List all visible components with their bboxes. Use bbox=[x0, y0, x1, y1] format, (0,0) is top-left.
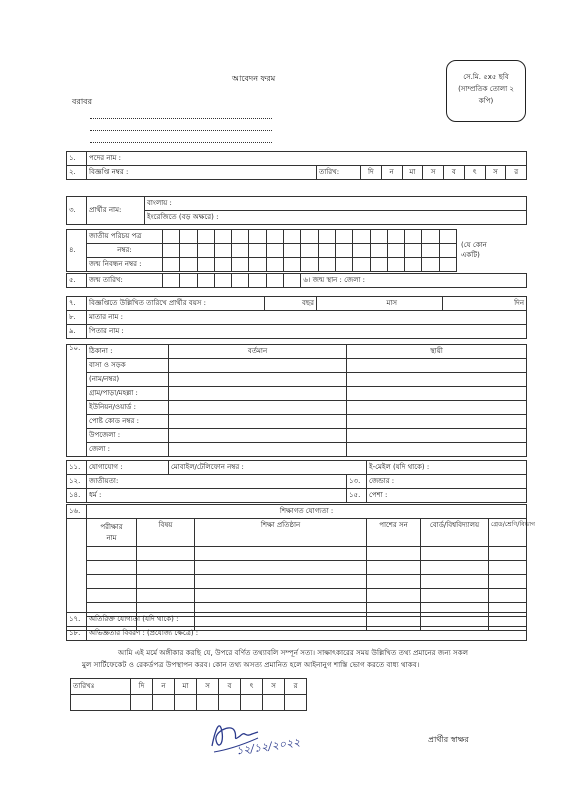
present-post-code[interactable] bbox=[169, 415, 347, 429]
nid-digit-cell[interactable] bbox=[163, 244, 180, 258]
nid-digit-cell[interactable] bbox=[197, 244, 214, 258]
form-title: আবেদন ফরম bbox=[232, 74, 276, 83]
row-4-num: ৪. bbox=[67, 230, 87, 272]
signature-label: প্রার্থীর স্বাক্ষর bbox=[428, 735, 469, 744]
signing-date-cell[interactable]: ন bbox=[153, 679, 175, 695]
nid-digit-cell[interactable] bbox=[318, 244, 335, 258]
nid-digit-cell[interactable] bbox=[266, 230, 283, 244]
permanent-house-road[interactable] bbox=[347, 359, 527, 373]
education-cell[interactable] bbox=[367, 589, 421, 603]
nid-digit-cell[interactable] bbox=[266, 244, 283, 258]
education-title: শিক্ষাগত যোগ্যতা : bbox=[87, 505, 527, 519]
education-cell[interactable] bbox=[195, 575, 367, 589]
row-13-num: ১৩. bbox=[347, 475, 367, 489]
permanent-upazila[interactable] bbox=[347, 429, 527, 443]
row-12-num: ১২. bbox=[67, 475, 87, 489]
nid-digit-cell[interactable] bbox=[232, 244, 249, 258]
religion-field[interactable] bbox=[87, 489, 347, 503]
exam-name-header: পরীক্ষার নাম bbox=[87, 519, 137, 547]
row-1-num: ১. bbox=[67, 152, 87, 166]
experience-label: অভিজ্ঞতার বিবরণ : (প্রযোজ্য ক্ষেত্রে) : bbox=[89, 629, 199, 637]
contact-label: যোগাযোগ : bbox=[87, 461, 169, 475]
education-cell[interactable] bbox=[421, 589, 489, 603]
education-cell[interactable] bbox=[489, 589, 527, 603]
row-7-num: ৭. bbox=[67, 297, 87, 311]
dob-cell[interactable] bbox=[214, 274, 231, 288]
occupation-field[interactable] bbox=[367, 489, 527, 503]
education-cell[interactable] bbox=[137, 575, 195, 589]
email-label: ই-মেইল (যদি থাকে) : bbox=[369, 463, 430, 471]
gender-label: জেন্ডার : bbox=[369, 477, 395, 485]
extra-qualification-label: অতিরিক্ত যোগ্যতা (যদি থাকে) : bbox=[89, 615, 179, 623]
education-cell[interactable] bbox=[87, 575, 137, 589]
present-district[interactable] bbox=[169, 443, 347, 457]
advert-date-cell[interactable]: ব bbox=[444, 166, 465, 180]
dob-cell[interactable] bbox=[197, 274, 214, 288]
nid-digit-cell[interactable] bbox=[284, 230, 301, 244]
permanent-address-header: স্থায়ী bbox=[347, 345, 527, 359]
advert-date-label: তারিখ: bbox=[317, 166, 361, 180]
dob-cell[interactable] bbox=[284, 274, 301, 288]
age-day-field[interactable] bbox=[443, 297, 527, 311]
permanent-union-ward[interactable] bbox=[347, 401, 527, 415]
birth-reg-digit-cell[interactable] bbox=[422, 258, 439, 272]
signing-date-label: তারিখঃ bbox=[71, 679, 131, 695]
row-11-num: ১১. bbox=[67, 461, 87, 475]
education-cell[interactable] bbox=[367, 547, 421, 561]
age-year-field[interactable] bbox=[265, 297, 317, 311]
experience-field[interactable] bbox=[87, 627, 527, 641]
birth-reg-digit-cell[interactable] bbox=[405, 258, 422, 272]
mother-name-field[interactable] bbox=[87, 311, 527, 325]
signing-date-spacer bbox=[71, 695, 131, 711]
present-village[interactable] bbox=[169, 387, 347, 401]
education-cell[interactable] bbox=[195, 589, 367, 603]
birth-reg-digit-cell[interactable] bbox=[353, 258, 370, 272]
birth-reg-digit-cell[interactable] bbox=[335, 258, 352, 272]
present-house-number[interactable] bbox=[169, 373, 347, 387]
nid-digit-cell[interactable] bbox=[180, 244, 197, 258]
education-cell[interactable] bbox=[137, 561, 195, 575]
name-english-field[interactable] bbox=[145, 211, 527, 225]
education-cell[interactable] bbox=[421, 547, 489, 561]
addressee-line-3[interactable] bbox=[90, 142, 272, 143]
photo-box-line1: সে.মি. ৫x৫ ছবি bbox=[463, 73, 509, 81]
education-cell[interactable] bbox=[367, 575, 421, 589]
father-name-field[interactable] bbox=[87, 325, 527, 339]
present-address-header: বর্তমান bbox=[169, 345, 347, 359]
nid-digit-cell[interactable] bbox=[163, 230, 180, 244]
row-5-num: ৫. bbox=[67, 274, 87, 288]
nid-note bbox=[457, 230, 527, 272]
dob-cell[interactable] bbox=[232, 274, 249, 288]
education-cell[interactable] bbox=[87, 589, 137, 603]
nid-label: জাতীয় পরিচয় পত্র bbox=[87, 230, 163, 244]
nid-digit-cell[interactable] bbox=[214, 230, 231, 244]
union-ward-label: ইউনিয়ন/ওয়ার্ড : bbox=[87, 401, 169, 415]
nid-digit-cell[interactable] bbox=[232, 230, 249, 244]
advert-date-cell[interactable]: ন bbox=[381, 166, 402, 180]
nid-digit-cell[interactable] bbox=[197, 230, 214, 244]
row-18-num: ১৮. bbox=[67, 627, 87, 641]
birth-place-label: ৬। জন্ম স্থান : জেলা : bbox=[303, 276, 366, 284]
extra-experience-table bbox=[66, 612, 527, 641]
grade-header: গ্রেড/শ্রেণি/বিভাগ bbox=[489, 519, 527, 547]
addressee-line-2[interactable] bbox=[90, 130, 272, 131]
nid-digit-cell[interactable] bbox=[301, 230, 318, 244]
nid-digit-cell[interactable] bbox=[180, 230, 197, 244]
addressee-label: বরাবর bbox=[72, 97, 93, 106]
birth-reg-digit-cell[interactable] bbox=[163, 258, 180, 272]
photo-box[interactable] bbox=[446, 60, 526, 122]
birth-reg-digit-cell[interactable] bbox=[387, 258, 404, 272]
dob-cell[interactable] bbox=[180, 274, 197, 288]
nid-digit-cell[interactable] bbox=[353, 230, 370, 244]
permanent-post-code[interactable] bbox=[347, 415, 527, 429]
nid-digit-cell[interactable] bbox=[353, 244, 370, 258]
education-cell[interactable] bbox=[195, 547, 367, 561]
nid-digit-cell[interactable] bbox=[439, 230, 456, 244]
advert-date-cell[interactable]: দি bbox=[361, 166, 382, 180]
signing-date-cell[interactable]: ব bbox=[219, 679, 241, 695]
photo-box-line3: কপি) bbox=[478, 97, 494, 105]
applicant-name-label: প্রার্থীর নাম: bbox=[87, 197, 145, 225]
signing-date-cell[interactable]: স bbox=[197, 679, 219, 695]
handwritten-date: ১২/১২/২০২২ bbox=[235, 735, 302, 758]
post-advert-table bbox=[66, 151, 527, 180]
village-label: গ্রাম/পাড়া/মহল্লা : bbox=[87, 387, 169, 401]
row-17-num: ১৭. bbox=[67, 613, 87, 627]
nid-digit-cell[interactable] bbox=[335, 230, 352, 244]
birth-reg-digit-cell[interactable] bbox=[301, 258, 318, 272]
birth-reg-digit-cell[interactable] bbox=[249, 258, 266, 272]
birth-reg-digit-cell[interactable] bbox=[370, 258, 387, 272]
passing-year-header: পাশের সন bbox=[367, 519, 421, 547]
row-15-num: ১৫. bbox=[347, 489, 367, 503]
board-header: বোর্ড/বিশ্ববিদ্যালয় bbox=[421, 519, 489, 547]
signing-date-cell[interactable]: মা bbox=[175, 679, 197, 695]
age-month-label: মাস bbox=[385, 297, 443, 311]
nid-digit-cell[interactable] bbox=[387, 244, 404, 258]
birth-reg-digit-cell[interactable] bbox=[214, 258, 231, 272]
signing-date-cell[interactable]: দি bbox=[131, 679, 153, 695]
nid-digit-cell[interactable] bbox=[439, 244, 456, 258]
nationality-field[interactable] bbox=[87, 475, 347, 489]
photo-box-line2: (সাম্প্রতিক তোলা ২ bbox=[458, 85, 514, 93]
subject-header: বিষয় bbox=[137, 519, 195, 547]
dob-label: জন্ম তারিখ: bbox=[87, 274, 163, 288]
declaration-line1: আমি এই মর্মে অঙ্গীকার করছি যে, উপরে বর্ণিত তথ্যাবলি সম্পূর্ন সত্য। সাক্ষাৎকারের সময় উল্লিখিত তথ্য প্রমানের জন্য সকল bbox=[118, 648, 469, 657]
education-cell[interactable] bbox=[87, 547, 137, 561]
religion-label: ধর্ম : bbox=[89, 491, 102, 499]
signing-date-value-cell[interactable] bbox=[131, 695, 153, 711]
house-road-sublabel: (নাম/নম্বর) bbox=[87, 373, 169, 387]
birth-reg-digit-cell[interactable] bbox=[318, 258, 335, 272]
mother-name-label: মাতার নাম : bbox=[89, 313, 123, 321]
signing-date-cell[interactable]: স bbox=[263, 679, 285, 695]
dob-cell[interactable] bbox=[266, 274, 283, 288]
signing-date-cell[interactable]: ৎ bbox=[241, 679, 263, 695]
age-label: বিজ্ঞপ্তিতে উল্লিখিত তারিখে প্রার্থীর বয়স : bbox=[87, 297, 265, 311]
nid-digit-cell[interactable] bbox=[214, 244, 231, 258]
nid-note-line2: একটি) bbox=[461, 251, 480, 259]
education-cell[interactable] bbox=[421, 575, 489, 589]
address-label: ঠিকানা : bbox=[87, 345, 169, 359]
education-cell[interactable] bbox=[489, 575, 527, 589]
education-cell[interactable] bbox=[195, 561, 367, 575]
advert-number-field[interactable] bbox=[87, 166, 317, 180]
education-cell[interactable] bbox=[421, 561, 489, 575]
permanent-district[interactable] bbox=[347, 443, 527, 457]
row-14-num: ১৪. bbox=[67, 489, 87, 503]
row-2-num: ২. bbox=[67, 166, 87, 180]
nid-digit-cell[interactable] bbox=[370, 244, 387, 258]
advert-date-cell[interactable]: মা bbox=[402, 166, 423, 180]
post-name-field[interactable] bbox=[87, 152, 527, 166]
nid-digit-cell[interactable] bbox=[405, 244, 422, 258]
nid-digit-cell[interactable] bbox=[249, 230, 266, 244]
signing-date-value-cell[interactable] bbox=[175, 695, 197, 711]
nid-note-line1: (যে কোন bbox=[461, 241, 487, 249]
signing-date-value-cell[interactable] bbox=[153, 695, 175, 711]
birth-place-field[interactable] bbox=[301, 274, 527, 288]
declaration-line2: মুল সার্টিফেকেট ও রেকর্ডপত্র উপস্থাপন করব। কোন তথ্য অসত্য প্রমানিত হলে আইনানুগ শাস্তি ভোগ করতে বাধ্য থাকব। bbox=[82, 660, 420, 669]
district-label: জেলা : bbox=[87, 443, 169, 457]
nid-digit-cell[interactable] bbox=[249, 244, 266, 258]
dob-cell[interactable] bbox=[163, 274, 180, 288]
extra-qualification-field[interactable] bbox=[87, 613, 527, 627]
birth-reg-digit-cell[interactable] bbox=[180, 258, 197, 272]
addressee-line-1[interactable] bbox=[90, 118, 272, 119]
dob-cell[interactable] bbox=[249, 274, 266, 288]
birth-reg-digit-cell[interactable] bbox=[197, 258, 214, 272]
father-name-label: পিতার নাম : bbox=[89, 327, 124, 335]
advert-date-cell[interactable]: ৎ bbox=[464, 166, 485, 180]
house-road-label: বাসা ও সড়ক bbox=[87, 359, 169, 373]
row-16-num: ১৬. bbox=[67, 505, 87, 519]
birth-reg-digit-cell[interactable] bbox=[266, 258, 283, 272]
dob-table bbox=[66, 273, 527, 288]
name-bangla-field[interactable] bbox=[145, 197, 527, 211]
nid-digit-cell[interactable] bbox=[335, 244, 352, 258]
nid-digit-cell[interactable] bbox=[422, 244, 439, 258]
advert-date-cell[interactable]: র bbox=[506, 166, 527, 180]
name-bangla-label: বাংলায় : bbox=[147, 199, 172, 207]
gender-field[interactable] bbox=[367, 475, 527, 489]
birth-reg-digit-cell[interactable] bbox=[232, 258, 249, 272]
age-day-label: দিন bbox=[514, 299, 524, 307]
row-8-num: ৮. bbox=[67, 311, 87, 325]
present-house-road[interactable] bbox=[169, 359, 347, 373]
education-cell[interactable] bbox=[87, 561, 137, 575]
mobile-field[interactable] bbox=[169, 461, 367, 475]
institution-header: শিক্ষা প্রতিষ্ঠান bbox=[195, 519, 367, 547]
nid-digit-cell[interactable] bbox=[370, 230, 387, 244]
upazila-label: উপজেলা : bbox=[87, 429, 169, 443]
name-english-label: ইংরেজিতে (বড় অক্ষরে) : bbox=[147, 213, 219, 221]
education-cell[interactable] bbox=[137, 589, 195, 603]
birth-reg-label: জন্ম নিবন্ধন নম্বর : bbox=[87, 258, 163, 272]
row-3-num: ৩. bbox=[67, 197, 87, 225]
row-10-num: ১০. bbox=[67, 345, 87, 457]
present-upazila[interactable] bbox=[169, 429, 347, 443]
mobile-label: মোবাইল/টেলিফোন নম্বর : bbox=[171, 463, 244, 471]
address-table bbox=[66, 344, 527, 457]
age-year-label: বছর bbox=[302, 299, 314, 307]
birth-reg-digit-cell[interactable] bbox=[284, 258, 301, 272]
advert-date-cell[interactable]: স bbox=[485, 166, 506, 180]
nid-digit-cell[interactable] bbox=[318, 230, 335, 244]
row-9-num: ৯. bbox=[67, 325, 87, 339]
education-cell[interactable] bbox=[137, 547, 195, 561]
permanent-house-number[interactable] bbox=[347, 373, 527, 387]
present-union-ward[interactable] bbox=[169, 401, 347, 415]
education-cell[interactable] bbox=[367, 561, 421, 575]
nationality-label: জাতীয়তা: bbox=[89, 477, 119, 485]
occupation-label: পেশা : bbox=[369, 491, 388, 499]
nid-digit-cell[interactable] bbox=[387, 230, 404, 244]
nid-digit-cell[interactable] bbox=[405, 230, 422, 244]
advert-date-cell[interactable]: স bbox=[423, 166, 444, 180]
post-name-label: পদের নাম : bbox=[89, 154, 121, 162]
age-month-field[interactable] bbox=[317, 297, 385, 311]
nid-digit-cell[interactable] bbox=[284, 244, 301, 258]
post-code-label: পোষ্ট কোড নম্বর : bbox=[87, 415, 169, 429]
nid-digit-cell[interactable] bbox=[422, 230, 439, 244]
nid-label-number: নম্বর: bbox=[87, 244, 163, 258]
signing-date-cell[interactable]: র bbox=[285, 679, 307, 695]
age-parents-table bbox=[66, 296, 527, 339]
education-cell[interactable] bbox=[489, 547, 527, 561]
applicant-name-table bbox=[66, 196, 527, 225]
advert-number-label: বিজ্ঞপ্তি নম্বর : bbox=[89, 168, 129, 176]
nid-table bbox=[66, 229, 527, 272]
email-field[interactable] bbox=[367, 461, 527, 475]
contact-table bbox=[66, 460, 527, 503]
education-cell[interactable] bbox=[489, 561, 527, 575]
birth-reg-digit-cell[interactable] bbox=[439, 258, 456, 272]
nid-digit-cell[interactable] bbox=[301, 244, 318, 258]
permanent-village[interactable] bbox=[347, 387, 527, 401]
